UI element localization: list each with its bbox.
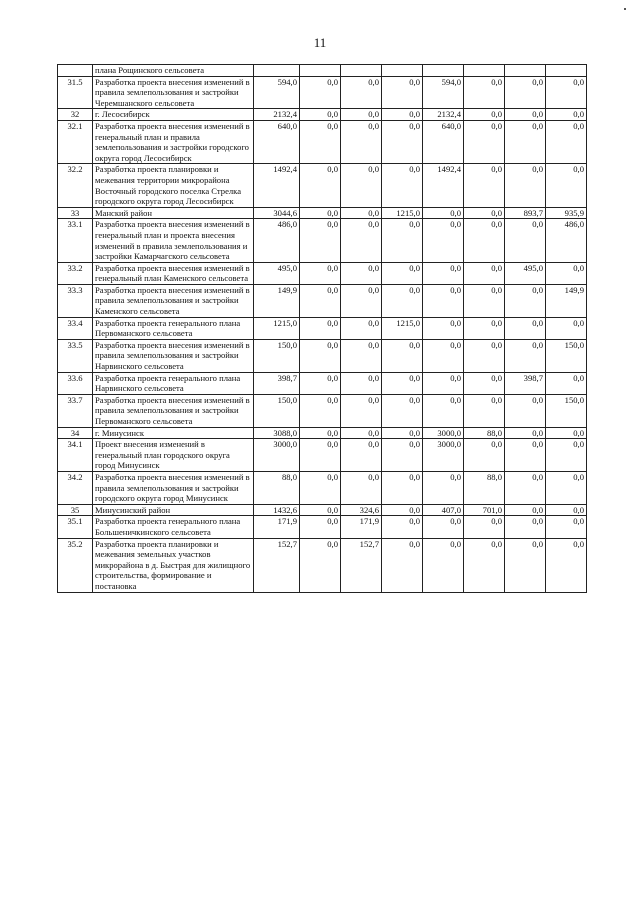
row-value: 407,0: [423, 504, 464, 516]
row-value: 640,0: [254, 120, 300, 163]
table-row: [58, 538, 587, 592]
row-value: 0,0: [300, 262, 341, 284]
row-value: 2132,4: [423, 109, 464, 121]
row-name: Разработка проекта планировки и межевания территории микрорайона Восточный городского поселка Стрелка городского округа город Лесосибирск: [93, 164, 254, 207]
row-value: 0,0: [546, 262, 587, 284]
row-value: 0,0: [382, 439, 423, 472]
row-value: 0,0: [464, 339, 505, 372]
row-value: 0,0: [382, 372, 423, 394]
row-value: 0,0: [382, 120, 423, 163]
row-number: 33.3: [58, 284, 93, 317]
row-value: 495,0: [505, 262, 546, 284]
row-name: Разработка проекта внесения изменений в генеральный план и правила землепользования и застройки городского округа город Лесосибирск: [93, 120, 254, 163]
row-value: 0,0: [505, 164, 546, 207]
row-value: 0,0: [300, 516, 341, 538]
row-value: [341, 65, 382, 77]
row-value: [464, 65, 505, 77]
table-row: [58, 219, 587, 262]
row-value: 3088,0: [254, 427, 300, 439]
table-row: [58, 65, 587, 77]
row-value: 0,0: [300, 372, 341, 394]
row-value: 0,0: [505, 439, 546, 472]
row-number: 33.4: [58, 317, 93, 339]
row-value: 0,0: [300, 164, 341, 207]
row-number: 32.1: [58, 120, 93, 163]
row-value: 0,0: [382, 262, 423, 284]
row-number: 33.1: [58, 219, 93, 262]
row-value: 171,9: [341, 516, 382, 538]
row-value: 0,0: [341, 207, 382, 219]
row-value: 0,0: [423, 394, 464, 427]
row-value: 486,0: [546, 219, 587, 262]
row-value: 0,0: [341, 394, 382, 427]
row-value: 0,0: [464, 219, 505, 262]
row-value: 0,0: [464, 538, 505, 592]
row-value: 1215,0: [382, 207, 423, 219]
row-name: Разработка проекта внесения изменений в правила землепользования и застройки Нарвинского сельсовета: [93, 339, 254, 372]
scan-speck: [624, 8, 626, 10]
table-row: [58, 262, 587, 284]
row-value: 0,0: [382, 538, 423, 592]
row-value: 0,0: [300, 317, 341, 339]
row-value: 0,0: [423, 516, 464, 538]
row-value: 324,6: [341, 504, 382, 516]
row-name: Разработка проекта внесения изменений в правила землепользования и застройки Черемшанского сельсовета: [93, 76, 254, 109]
row-value: 0,0: [382, 164, 423, 207]
row-value: 0,0: [423, 317, 464, 339]
row-value: 398,7: [254, 372, 300, 394]
row-value: 0,0: [341, 109, 382, 121]
row-value: 0,0: [505, 219, 546, 262]
row-value: 935,9: [546, 207, 587, 219]
row-value: 0,0: [382, 284, 423, 317]
row-number: 35.1: [58, 516, 93, 538]
row-value: 1432,6: [254, 504, 300, 516]
row-value: 0,0: [505, 120, 546, 163]
row-value: [382, 65, 423, 77]
row-value: 0,0: [300, 394, 341, 427]
row-value: 0,0: [546, 516, 587, 538]
row-number: [58, 65, 93, 77]
row-value: 0,0: [546, 471, 587, 504]
row-value: 0,0: [505, 504, 546, 516]
row-value: 0,0: [464, 372, 505, 394]
row-name: Манский район: [93, 207, 254, 219]
row-value: 0,0: [423, 262, 464, 284]
row-value: 0,0: [423, 471, 464, 504]
row-value: 3044,6: [254, 207, 300, 219]
row-value: 2132,4: [254, 109, 300, 121]
row-value: 0,0: [464, 262, 505, 284]
row-value: 0,0: [423, 339, 464, 372]
row-value: 0,0: [300, 427, 341, 439]
row-name: Разработка проекта внесения изменений в правила землепользования и застройки городского округа город Минусинск: [93, 471, 254, 504]
row-value: 0,0: [300, 471, 341, 504]
row-number: 34.1: [58, 439, 93, 472]
row-value: 0,0: [382, 76, 423, 109]
row-value: 0,0: [464, 284, 505, 317]
row-value: 0,0: [464, 207, 505, 219]
row-value: 0,0: [464, 317, 505, 339]
row-value: [300, 65, 341, 77]
row-value: 0,0: [300, 439, 341, 472]
row-value: 495,0: [254, 262, 300, 284]
row-value: 1215,0: [382, 317, 423, 339]
row-value: 0,0: [300, 76, 341, 109]
row-number: 34.2: [58, 471, 93, 504]
table-row: [58, 471, 587, 504]
row-value: 0,0: [464, 76, 505, 109]
row-value: 0,0: [464, 394, 505, 427]
row-value: [423, 65, 464, 77]
row-number: 31.5: [58, 76, 93, 109]
row-value: 0,0: [423, 219, 464, 262]
row-name: Разработка проекта генерального плана Первоманского сельсовета: [93, 317, 254, 339]
table-row: [58, 504, 587, 516]
row-value: 0,0: [546, 76, 587, 109]
row-name: Разработка проекта генерального плана Большеничкинского сельсовета: [93, 516, 254, 538]
row-value: 0,0: [423, 284, 464, 317]
row-value: 0,0: [300, 538, 341, 592]
row-value: 152,7: [254, 538, 300, 592]
row-value: 0,0: [300, 339, 341, 372]
row-value: 88,0: [464, 471, 505, 504]
row-value: 88,0: [254, 471, 300, 504]
row-value: 0,0: [300, 120, 341, 163]
row-value: 0,0: [341, 262, 382, 284]
row-number: 33: [58, 207, 93, 219]
row-value: 0,0: [382, 471, 423, 504]
table-row: [58, 76, 587, 109]
row-value: 0,0: [505, 317, 546, 339]
row-value: 0,0: [423, 207, 464, 219]
row-value: 1215,0: [254, 317, 300, 339]
row-value: 594,0: [254, 76, 300, 109]
row-value: 0,0: [423, 538, 464, 592]
row-value: 0,0: [341, 439, 382, 472]
row-value: 150,0: [546, 339, 587, 372]
row-value: 0,0: [505, 427, 546, 439]
table-row: [58, 109, 587, 121]
row-value: 0,0: [505, 76, 546, 109]
row-value: 0,0: [464, 516, 505, 538]
row-value: 486,0: [254, 219, 300, 262]
row-value: 0,0: [300, 109, 341, 121]
row-value: 0,0: [382, 219, 423, 262]
row-value: 0,0: [300, 504, 341, 516]
row-value: 0,0: [546, 317, 587, 339]
budget-table: [57, 64, 587, 593]
table-row: [58, 120, 587, 163]
table-row: [58, 317, 587, 339]
row-value: 594,0: [423, 76, 464, 109]
row-value: 0,0: [341, 372, 382, 394]
row-number: 33.2: [58, 262, 93, 284]
row-value: 0,0: [505, 516, 546, 538]
row-value: 0,0: [505, 109, 546, 121]
row-value: 0,0: [546, 427, 587, 439]
row-number: 33.7: [58, 394, 93, 427]
row-value: 0,0: [341, 164, 382, 207]
row-value: 0,0: [341, 219, 382, 262]
table-row: [58, 164, 587, 207]
table-row: [58, 394, 587, 427]
row-value: 0,0: [382, 427, 423, 439]
row-value: 0,0: [464, 109, 505, 121]
row-name: плана Рощинского сельсовета: [93, 65, 254, 77]
row-value: 3000,0: [423, 439, 464, 472]
row-name: г. Лесосибирск: [93, 109, 254, 121]
row-value: 0,0: [382, 516, 423, 538]
row-value: 0,0: [382, 394, 423, 427]
row-value: 3000,0: [423, 427, 464, 439]
table-row: [58, 439, 587, 472]
row-value: 0,0: [341, 284, 382, 317]
row-value: 0,0: [505, 538, 546, 592]
row-value: 0,0: [464, 439, 505, 472]
row-name: Разработка проекта внесения изменений в генеральный план Каменского сельсовета: [93, 262, 254, 284]
row-value: 0,0: [341, 471, 382, 504]
row-value: 150,0: [254, 339, 300, 372]
table-row: [58, 427, 587, 439]
row-value: 0,0: [423, 372, 464, 394]
row-number: 32.2: [58, 164, 93, 207]
row-value: 640,0: [423, 120, 464, 163]
row-value: 0,0: [341, 339, 382, 372]
row-value: 0,0: [546, 439, 587, 472]
row-value: 0,0: [300, 284, 341, 317]
row-value: 0,0: [341, 120, 382, 163]
row-name: Разработка проекта планировки и межевания земельных участков микрорайона в д. Быстрая для жилищного строительства, формирование и постановка: [93, 538, 254, 592]
page-number: 11: [313, 35, 327, 50]
row-name: Разработка проекта внесения изменений в правила землепользования и застройки Каменского сельсовета: [93, 284, 254, 317]
table-row: [58, 516, 587, 538]
row-value: 0,0: [382, 339, 423, 372]
row-number: 33.6: [58, 372, 93, 394]
row-value: 149,9: [254, 284, 300, 317]
row-number: 34: [58, 427, 93, 439]
row-value: [505, 65, 546, 77]
row-value: 0,0: [382, 109, 423, 121]
row-name: г. Минусинск: [93, 427, 254, 439]
row-value: 149,9: [546, 284, 587, 317]
row-number: 35: [58, 504, 93, 516]
row-name: Минусинский район: [93, 504, 254, 516]
row-value: 0,0: [546, 164, 587, 207]
row-value: 0,0: [505, 471, 546, 504]
row-value: 0,0: [546, 109, 587, 121]
table-row: [58, 284, 587, 317]
row-value: 3000,0: [254, 439, 300, 472]
row-value: 0,0: [546, 372, 587, 394]
row-value: 0,0: [546, 120, 587, 163]
row-name: Разработка проекта генерального плана Нарвинского сельсовета: [93, 372, 254, 394]
row-value: 0,0: [464, 164, 505, 207]
row-value: 0,0: [341, 427, 382, 439]
row-value: [546, 65, 587, 77]
row-value: 0,0: [505, 339, 546, 372]
row-value: 152,7: [341, 538, 382, 592]
row-value: 398,7: [505, 372, 546, 394]
row-value: 701,0: [464, 504, 505, 516]
row-value: 0,0: [546, 504, 587, 516]
row-value: 150,0: [546, 394, 587, 427]
row-value: 0,0: [505, 394, 546, 427]
row-value: 88,0: [464, 427, 505, 439]
row-value: 0,0: [341, 76, 382, 109]
row-number: 33.5: [58, 339, 93, 372]
row-value: 150,0: [254, 394, 300, 427]
row-value: [254, 65, 300, 77]
row-value: 0,0: [464, 120, 505, 163]
row-value: 893,7: [505, 207, 546, 219]
row-name: Разработка проекта внесения изменений в генеральный план и проекта внесения изменений в правила землепользования и застройки Камарчагского сельсовета: [93, 219, 254, 262]
table-row: [58, 207, 587, 219]
row-value: 0,0: [505, 284, 546, 317]
row-name: Проект внесения изменений в генеральный план городского округа город Минусинск: [93, 439, 254, 472]
row-value: 0,0: [382, 504, 423, 516]
row-number: 32: [58, 109, 93, 121]
table-row: [58, 339, 587, 372]
row-value: 0,0: [300, 219, 341, 262]
row-value: 171,9: [254, 516, 300, 538]
row-value: 0,0: [341, 317, 382, 339]
table-row: [58, 372, 587, 394]
row-value: 1492,4: [254, 164, 300, 207]
row-number: 35.2: [58, 538, 93, 592]
row-value: 1492,4: [423, 164, 464, 207]
row-value: 0,0: [300, 207, 341, 219]
row-name: Разработка проекта внесения изменений в правила землепользования и застройки Первоманского сельсовета: [93, 394, 254, 427]
row-value: 0,0: [546, 538, 587, 592]
